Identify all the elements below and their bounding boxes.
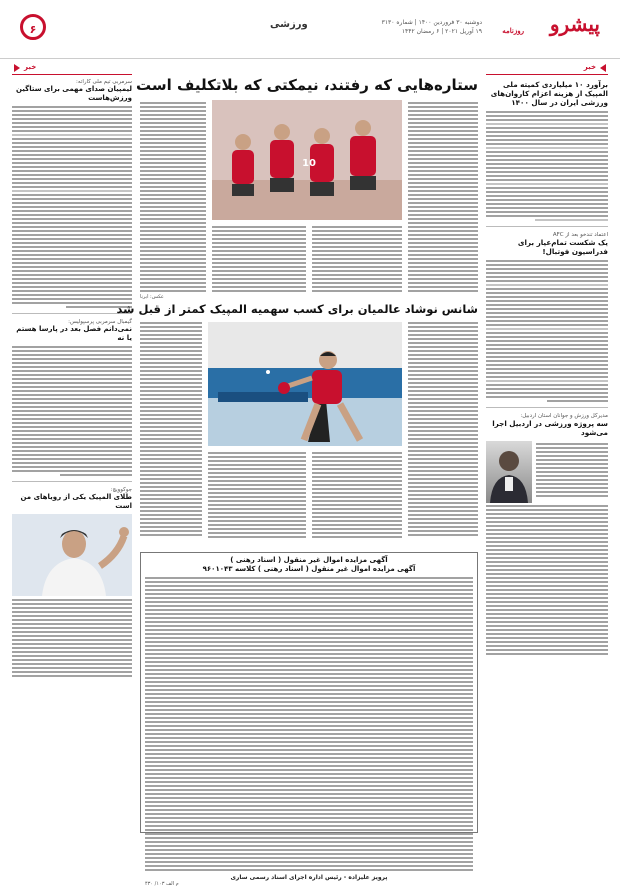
right-story3-body-cont xyxy=(486,505,608,655)
issue-info xyxy=(382,18,482,36)
left-story3-title: طلای المپیک یکی از رویاهای من است xyxy=(20,493,132,510)
triangle-icon xyxy=(600,64,606,72)
page-number: ۶ xyxy=(20,14,46,40)
right-column-label: خبر xyxy=(583,63,596,71)
right-column xyxy=(486,62,608,833)
legal-ad-box xyxy=(140,552,478,887)
table-tennis-photo xyxy=(208,322,402,446)
tt-text-col3 xyxy=(208,450,306,540)
right-story1-title: برآورد ۱۰ میلیاردی کمیته ملی المپیک از هزینه اعزام کاروان‌های ورزشی ایران در سال ۱۴۰۰ xyxy=(490,80,608,107)
issue-line-1: دوشنبه ۳۰ فروردین ۱۴۰۰ | شماره ۳۱۳۰ xyxy=(381,19,482,26)
left-column-label: خبر xyxy=(24,63,37,71)
right-story1-body xyxy=(486,111,608,221)
newspaper-logo xyxy=(490,12,600,42)
person-icon xyxy=(486,441,532,503)
main-headline: ستاره‌هایی که رفتند، نیمکتی که بلاتکلیف است xyxy=(136,76,478,94)
volleyball-photo xyxy=(212,100,402,220)
tennis-player-image xyxy=(12,514,132,596)
left-column-head xyxy=(12,62,132,75)
left-story3-kicker: جوکوویچ: xyxy=(110,487,132,493)
tt-text-col2 xyxy=(312,450,402,540)
ad-body xyxy=(145,577,473,871)
tt-text-col1 xyxy=(408,320,478,538)
right-story2-title: یک شکست تمام‌عیار برای فدراسیون فوتبال! xyxy=(517,238,608,256)
right-story3-kicker: مدیرکل ورزش و جوانان استان اردبیل: xyxy=(520,413,608,419)
left-story2-kicker: گیمبال سرمربی پرسپولیس: xyxy=(68,319,132,325)
volleyball-text-col1 xyxy=(408,100,478,294)
left-story3-body xyxy=(12,599,132,677)
ad-subtitle: آگهی مزایده اموال غیر منقول ( اسناد رهنی ) کلاسه ۹۶۰۱۰۴۳ xyxy=(202,565,416,573)
ad-title: آگهی مزایده اموال غیر منقول ( اسناد رهنی ) xyxy=(230,556,388,564)
left-story1-kicker: سرمربی تیم ملی کاراته: xyxy=(76,79,132,85)
volleyball-team-image xyxy=(212,100,402,220)
table-tennis-player-image xyxy=(208,322,402,446)
issue-line-2: ۱۹ آوریل ۲۰۲۱ | ۶ رمضان ۱۴۴۲ xyxy=(401,28,482,35)
brand-name: پیشرو xyxy=(549,12,600,36)
section-title: ورزشی xyxy=(270,19,308,30)
tennis-player-photo xyxy=(12,514,132,596)
right-column-head xyxy=(486,62,608,75)
left-column xyxy=(12,62,132,833)
volleyball-text-col3 xyxy=(212,224,306,294)
left-story2-title: نمی‌دانم فصل بعد در پارسا هستم یا نه xyxy=(16,325,132,342)
right-story3-body xyxy=(486,441,608,503)
right-story2-kicker: اعتماد تندخو بعد از AFC xyxy=(552,232,608,238)
page-header xyxy=(0,0,620,59)
ad-code: م الف ۱۰۳/ ۴۳۰ xyxy=(145,881,179,887)
left-story1-title: لیمپیان صدای مهمی برای ستاگین ورزش‌هاست xyxy=(16,85,132,102)
left-story2-body xyxy=(12,346,132,476)
triangle-icon xyxy=(14,64,20,72)
right-story2-body xyxy=(486,260,608,402)
official-portrait xyxy=(486,441,532,503)
volleyball-text-col4 xyxy=(140,100,206,294)
left-story1-body xyxy=(12,106,132,308)
photo-credit: عکس: ایرنا xyxy=(140,294,164,300)
sub-headline: شانس نوشاد عالمیان برای کسب سهمیه المپیک کمتر از قبل شد xyxy=(116,302,478,316)
brand-sub: روزنامه xyxy=(502,26,524,35)
right-story3-title: سه پروژه ورزشی در اردبیل اجرا می‌شود xyxy=(492,419,608,437)
volleyball-text-col2 xyxy=(312,224,402,294)
tt-text-col4 xyxy=(140,320,202,538)
svg-text:10: 10 xyxy=(302,158,316,169)
ad-signature: پرویز علیزاده - رئیس اداره اجرای اسناد رسمی ساری xyxy=(230,874,388,881)
